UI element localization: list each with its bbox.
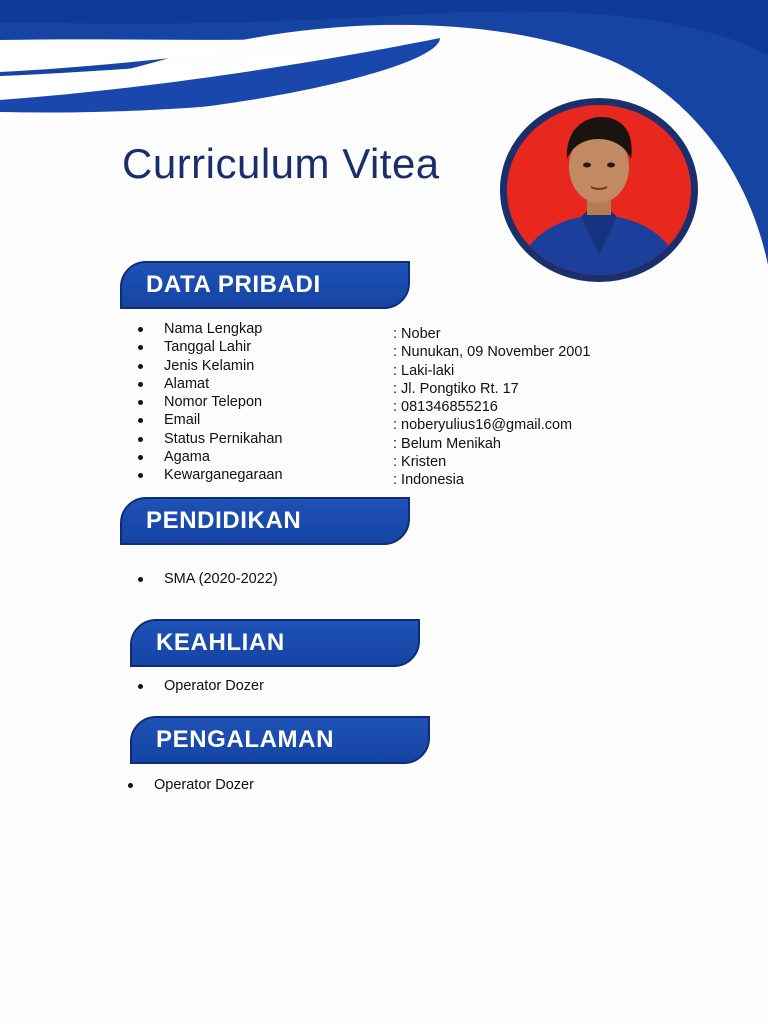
personal-value-gender: : Laki-laki: [393, 362, 455, 379]
section-heading-pendidikan: PENDIDIKAN: [120, 497, 410, 545]
personal-label: Status Pernikahan: [138, 430, 283, 448]
skills-list: [138, 677, 264, 695]
personal-label: Jenis Kelamin: [138, 357, 283, 375]
profile-photo: [500, 98, 698, 282]
personal-label: Nama Lengkap: [138, 320, 283, 338]
personal-value-address: : Jl. Pongtiko Rt. 17: [393, 380, 519, 397]
personal-label: Kewarganegaraan: [138, 466, 283, 484]
personal-value-email: : noberyulius16@gmail.com: [393, 417, 573, 434]
experience-list: [128, 776, 254, 794]
experience-item: Operator Dozer: [128, 776, 254, 794]
skill-item: Operator Dozer: [138, 677, 264, 695]
personal-value-religion: : Kristen: [393, 454, 447, 471]
personal-values-list: [393, 325, 591, 490]
section-heading-pengalaman: PENGALAMAN: [130, 716, 430, 764]
personal-label: Tanggal Lahir: [138, 338, 283, 356]
education-item: SMA (2020-2022): [138, 570, 278, 588]
personal-label: Email: [138, 411, 283, 429]
education-list: [138, 570, 278, 588]
section-heading-data-pribadi: DATA PRIBADI: [120, 261, 410, 309]
page-title: Curriculum Vitea: [122, 140, 440, 187]
personal-value-marital-status: : Belum Menikah: [393, 435, 501, 452]
personal-labels-list: [138, 320, 283, 485]
personal-value-nationality: : Indonesia: [393, 472, 464, 489]
personal-label: Nomor Telepon: [138, 393, 283, 411]
section-heading-keahlian: KEAHLIAN: [130, 619, 420, 667]
personal-label: Agama: [138, 448, 283, 466]
personal-label: Alamat: [138, 375, 283, 393]
personal-value-name: : Nober: [393, 326, 441, 342]
personal-value-birth: : Nunukan, 09 November 2001: [393, 344, 591, 361]
personal-value-phone: : 081346855216: [393, 399, 498, 416]
